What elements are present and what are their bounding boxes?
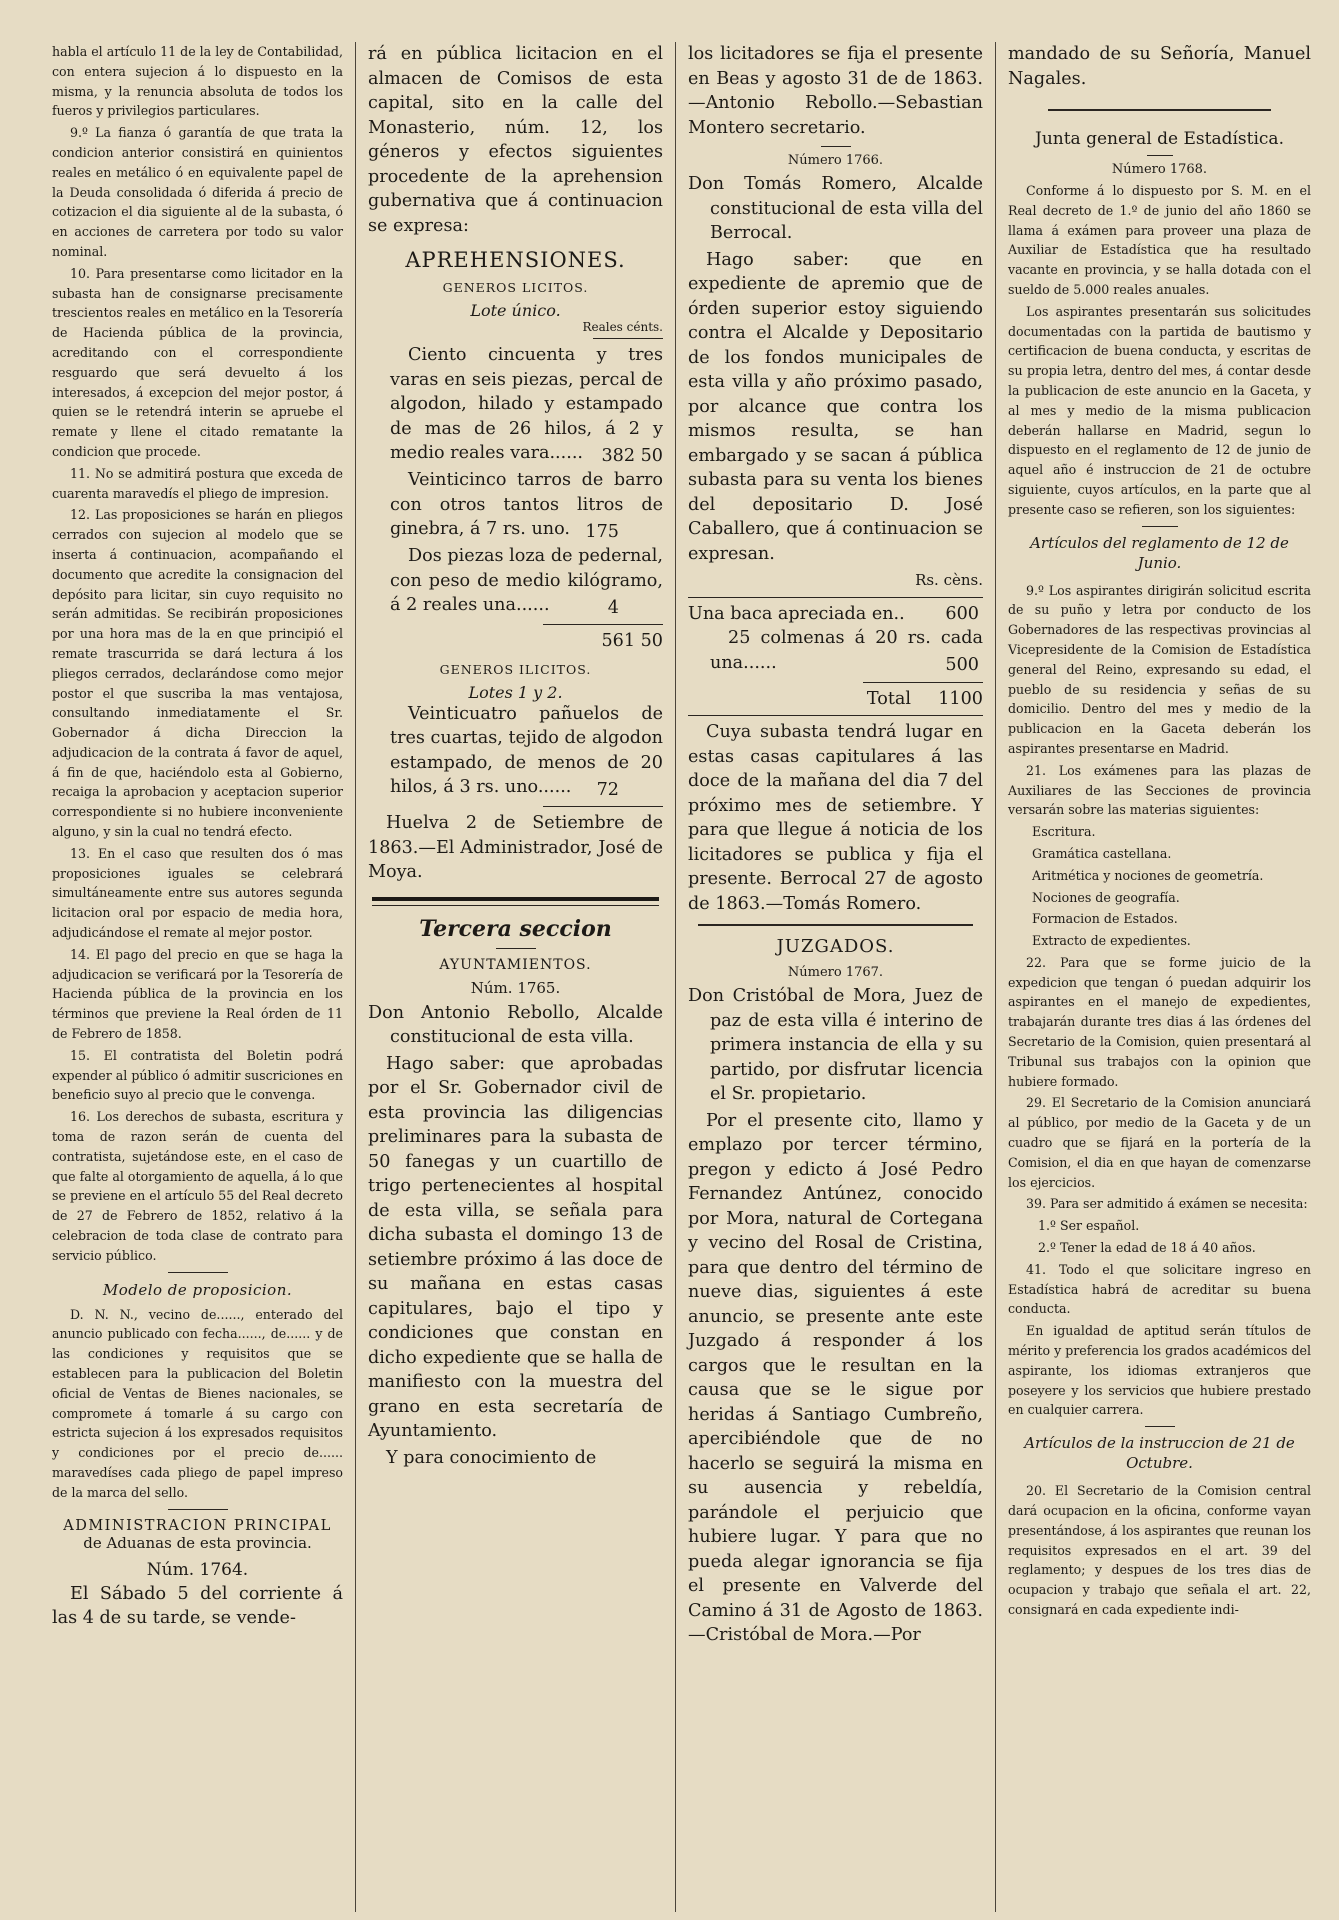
condition-14: 14. El pago del precio en que se haga la adjudicacion se verificará por la Tesorería de Hacienda pública de la provincia en los términos que previene la Real órden de 11 de Febrero de 1858. [52, 946, 343, 1042]
subsection-heading: AYUNTAMIENTOS. [439, 956, 592, 973]
divider [543, 806, 663, 807]
divider [543, 624, 663, 625]
subsection-heading: Artículos de la instruccion de 21 de Octubre. [1024, 1434, 1295, 1473]
total-row [688, 687, 983, 712]
lot-heading: Lotes 1 y 2. [468, 682, 563, 702]
condition-9: 9.º La fianza ó garantía de que trata la condicion anterior consistirá en quinientos reales en metálico ó en equivalente papel de la Deuda consolidada ó diferida á precio de cotizacion el dia siguiente al de la subasta, ó en acciones de carretera por todo su valor nominal. [52, 125, 343, 259]
lot-heading: Lote único. [470, 301, 561, 320]
list-item: 2.º Tener la edad de 18 á 40 años. [1038, 1240, 1256, 1256]
condition-11: 11. No se admitirá postura que exceda de cuarenta maravedís el pliego de impresion. [52, 465, 343, 501]
column-header: Rs. cèns. [915, 571, 983, 589]
notice-number: Número 1766. [787, 153, 884, 168]
divider [821, 146, 851, 147]
paragraph: mandado de su Señoría, Manuel Nagales. [1008, 44, 1311, 89]
divider [1048, 109, 1271, 111]
divider [688, 597, 983, 598]
subsection-heading: GENEROS LICITOS. [442, 280, 589, 295]
total-amount: 1100 [938, 688, 983, 709]
subsection-heading: GENEROS ILICITOS. [439, 661, 592, 677]
item-description: Veinticuatro pañuelos de tres cuartas, tejido de algodon estampado, de menos de 20 hilos, á 3 rs. uno...... [390, 703, 663, 797]
section-title: Tercera seccion [419, 915, 612, 942]
item-amount: 600 [945, 603, 979, 624]
notice-text: Y para conocimiento de [386, 1447, 597, 1468]
signature: Huelva 2 de Setiembre de 1863.—El Administrador, José de Moya. [368, 813, 663, 882]
list-item: Gramática castellana. [1032, 845, 1172, 861]
notice-text: Por el presente cito, llamo y emplazo por tercer término, pregon y edicto á José Pedro Fernandez Antúnez, conocido por Mora, natural de Cortegana y vecino del Rosal de Cristina, para que dentro del término de nueve dias, siguientes á este anuncio, se presente ante este Juzgado á responder á los cargos que le resultan en la causa que se le sigue por heridas á Santiago Cumbreño, apercibiéndole que de no hacerlo se seguirá la misma en su ausencia y rebeldía, parándole el perjuicio que hubiere lugar. Y para que no pueda alegar ignorancia se fija el presente en Valverde del Camino á 31 de Agosto de 1863.—Cristóbal de Mora.—Por [688, 1110, 983, 1645]
notice-text: El Sábado 5 del corriente á las 4 de su tarde, se vende- [52, 1583, 343, 1629]
article: 9.º Los aspirantes dirigirán solicitud escrita de su puño y letra por conducto de los Gobernadores de las respectivas provincias al Vicepresidente de la Comision de Estadística general del Reino, expresando su edad, el pueblo de su residencia y señas de su domicilio. Dentro del mes y medio de la publicacion en la Gaceta deberán los aspirantes presentarse en Madrid. [1008, 582, 1311, 756]
divider [1142, 526, 1178, 527]
modelo-title: Modelo de proposicion. [102, 1280, 293, 1299]
divider [593, 338, 663, 339]
item-amount: 500 [945, 655, 979, 675]
section-heading: Junta general de Estadística. [1035, 129, 1284, 149]
list-item: Formacion de Estados. [1032, 911, 1178, 927]
item-amount: 382 50 [601, 445, 663, 466]
total-amount: 561 50 [601, 631, 663, 651]
notice-text: Hago saber: que en expediente de apremio que de órden superior estoy siguiendo contra el Alcalde y Depositario de los fondos municipales de esta villa y año próximo pasado, por alcance que contra los mismos resulta, se han embargado y se sacan á pública subasta para su venta los bienes del depositario D. José Caballero, que á continuacion se expresan. [688, 249, 983, 564]
section-heading: JUZGADOS. [776, 936, 895, 957]
item-description: Una baca apreciada en.. [688, 603, 905, 624]
subsection-heading: Artículos del reglamento de 12 de Junio. [1030, 533, 1289, 572]
divider [688, 715, 983, 716]
list-item [688, 602, 983, 627]
list-item: Extracto de expedientes. [1032, 933, 1191, 949]
divider [496, 948, 536, 949]
article: 22. Para que se forme juicio de la expedicion que tengan ó puedan adquirir los aspirantes en el manejo de expedientes, trabajarán durante tres dias á las órdenes del Secretario de la Comision, quien presentará al Tribunal sus trabajos con la opinion que hubiere formado. [1008, 954, 1311, 1089]
list-item: 1.º Ser español. [1038, 1218, 1140, 1234]
notice-number: Número 1768. [1111, 162, 1208, 177]
divider [1147, 155, 1173, 156]
paragraph: los licitadores se fija el presente en Beas y agosto 31 de de 1863.—Antonio Rebollo.—Sebastian Montero secretario. [688, 44, 983, 138]
list-item: Escritura. [1032, 824, 1096, 840]
divider [168, 1272, 228, 1273]
notice-text: Conforme á lo dispuesto por S. M. en el Real decreto de 1.º de junio del año 1860 se llama á exámen para proveer una plaza de Auxiliar de Estadística que ha resultado vacante en provincia, y se halla dotada con el sueldo de 5.000 reales anuales. [1008, 183, 1311, 297]
column-1 [40, 42, 356, 1912]
divider [372, 905, 659, 906]
item-description: 25 colmenas á 20 rs. cada una...... [710, 628, 983, 673]
item-description: Ciento cincuenta y tres varas en seis piezas, percal de algodon, hilado y estampado de mas de 26 hilos, á 2 y medio reales vara...... [390, 345, 663, 463]
notice-number: Núm. 1765. [470, 978, 561, 997]
item-amount: 72 [596, 779, 619, 800]
section-heading: APREHENSIONES. [405, 248, 626, 272]
divider [168, 1509, 228, 1510]
condition-10: 10. Para presentarse como licitador en la subasta han de consignarse precisamente trescientos reales en metálico en la Tesorería de Hacienda pública de la provincia, acreditando con el correspondiente resguardo que será devuelto á los interesados, á excepcion del mejor postor, á quien se le retendrá interin se apruebe el remate y llene el citado rematante la condicion que procede. [52, 265, 343, 459]
column-4 [996, 42, 1323, 1912]
condition-12: 12. Las proposiciones se harán en pliegos cerrados con sujecion al modelo que se inserta á continuacion, acompañando el documento que acredite la consignacion del depósito para licitar, sin cuyo requisito no serán admitidas. Se recibirán proposiciones por una hora mas de la en que principió el remate trascurrida se dará lectura á los pliegos cerrados, declarándose como mejor postor el que suscriba la mas ventajosa, consultando inmediatamente el Sr. Gobernador á dicha Direccion la adjudicacion de la contrata á favor de aquel, á fin de que, haciéndolo esta al Gobierno, recaiga la aprobacion y aceptacion superior correspondiente si no hubiere inconveniente alguno, y sin la cual no tendrá efecto. [52, 507, 343, 840]
article: 41. Todo el que solicitare ingreso en Estadística habrá de acreditar su buena conducta. [1008, 1261, 1311, 1317]
notice-header: Don Cristóbal de Mora, Juez de paz de esta villa é interino de primera instancia de ella y su partido, por disfrutar licencia el Sr. propietario. [688, 986, 983, 1104]
notice-number: Número 1767. [787, 965, 884, 980]
article: 29. El Secretario de la Comision anunciará al público, por medio de la Gaceta y de un cuadro que se fijará en la portería de la Comision, el dia en que hayan de comenzarse los ejercicios. [1008, 1095, 1311, 1190]
article: 39. Para ser admitido á exámen se necesita: [1026, 1196, 1308, 1212]
article: En igualdad de aptitud serán títulos de mérito y preferencia los grados académicos del aspirante, los idiomas extranjeros que poseyere y los servicios que hubiere prestado en cualquier carrera. [1008, 1323, 1312, 1418]
condition-15: 15. El contratista del Boletin podrá expender al público ó admitir suscriciones en beneficio suyo al precio que le convenga. [52, 1047, 343, 1103]
item-description: Dos piezas loza de pedernal, con peso de medio kilógramo, á 2 reales una...... [390, 546, 663, 615]
divider [863, 682, 983, 683]
notice-text: Los aspirantes presentarán sus solicitudes documentadas con la partida de bautismo y certificacion de buena conducta, y escritas de su propia letra, dentro del mes, á contar desde la publicacion de este anuncio en la Gaceta, y al mes y medio de la misma publicacion deberán hallarse en Madrid, segun lo dispuesto en el reglamento de 12 de junio de aquel año é instruccion de 21 de octubre siguiente, cuyos artículos, en la parte que al presente caso se refieren, son los siguientes: [1008, 303, 1311, 517]
item-amount: 175 [585, 521, 619, 542]
list-item [688, 626, 983, 677]
notice-number: Núm. 1764. [146, 1559, 249, 1580]
notice-header: Don Tomás Romero, Alcalde constitucional de esta villa del Berrocal. [688, 174, 983, 243]
divider [698, 924, 973, 926]
paragraph: rá en pública licitacion en el almacen de Comisos de esta capital, sito en la calle del Monasterio, núm. 12, los géneros y efectos siguientes procedente de la aprehension gubernativa que á continuacion se expresa: [368, 44, 663, 236]
article: 21. Los exámenes para las plazas de Auxiliares de las Secciones de provincia versarán sobre las materias siguientes: [1008, 762, 1311, 818]
admin-title: ADMINISTRACION PRINCIPAL [63, 1517, 332, 1534]
condition-13: 13. En el caso que resulten dos ó mas proposiciones iguales se celebrará simultáneamente entre sus autores segunda licitacion oral por espacio de media hora, adjudicándose el remate al mejor postor. [52, 845, 343, 941]
notice-header: Don Antonio Rebollo, Alcalde constitucional de esta villa. [368, 1002, 663, 1047]
divider [372, 897, 659, 901]
paragraph: habla el artículo 11 de la ley de Contabilidad, con entera sujecion á lo dispuesto en la misma, y la renuncia absoluta de todos los fueros y privilegios particulares. [52, 44, 343, 119]
condition-16: 16. Los derechos de subasta, escritura y toma de razon serán de cuenta del contratista, sujetándose este, en el caso de que falte al otorgamiento de aquella, á lo que se previene en el artículo 55 del Real decreto de 27 de Febrero de 1852, relativo á la celebracion de toda clase de contrato para servicio público. [52, 1109, 343, 1263]
notice-text: Cuya subasta tendrá lugar en estas casas capitulares á las doce de la mañana del dia 7 del próximo mes de setiembre. Y para que llegue á noticia de los licitadores se publica y fija el presente. Berrocal 27 de agosto de 1863.—Tomás Romero. [688, 722, 983, 914]
column-2 [356, 42, 676, 1912]
column-header: Reales cénts. [582, 320, 663, 334]
article: 20. El Secretario de la Comision central dará ocupacion en la oficina, conforme vayan presentándose, á los aspirantes que reunan los requisitos expresados en el art. 39 del reglamento; y despues de los tres dias de ocupacion y trabajo que señala el art. 22, consignará en cada expediente indi- [1008, 1483, 1311, 1617]
admin-subtitle: de Aduanas de esta provincia. [83, 1533, 312, 1552]
item-amount: 4 [607, 597, 619, 618]
list-item: Nociones de geografía. [1032, 889, 1180, 905]
item-description: Veinticinco tarros de barro con otros tantos litros de ginebra, á 7 rs. uno. [390, 470, 663, 539]
modelo-text: D. N. N., vecino de......, enterado del anuncio publicado con fecha......, de...... y de las condiciones y requisitos que se establecen para la publicacion del Boletin oficial de Ventas de Bienes nacionales, se compromete á tomarle á su cargo con estricta sujecion á los expresados requisitos y condiciones por el precio de...... maravedíses cada pliego de papel impreso de la marca del sello. [52, 1306, 343, 1500]
divider [1145, 1426, 1175, 1427]
notice-text: Hago saber: que aprobadas por el Sr. Gobernador civil de esta provincia las diligencias preliminares para la subasta de 50 fanegas y un cuartillo de trigo pertenecientes al hospital de esta villa, se señala para dicha subasta el domingo 13 de setiembre próximo á las doce de su mañana en estas casas capitulares, bajo el tipo y condiciones que constan en dicho expediente que se halla de manifiesto con la muestra del grano en esta secretaría de Ayuntamiento. [368, 1053, 663, 1441]
list-item: Aritmética y nociones de geometría. [1032, 867, 1264, 883]
column-3 [676, 42, 996, 1912]
total-label: Total [866, 688, 912, 709]
